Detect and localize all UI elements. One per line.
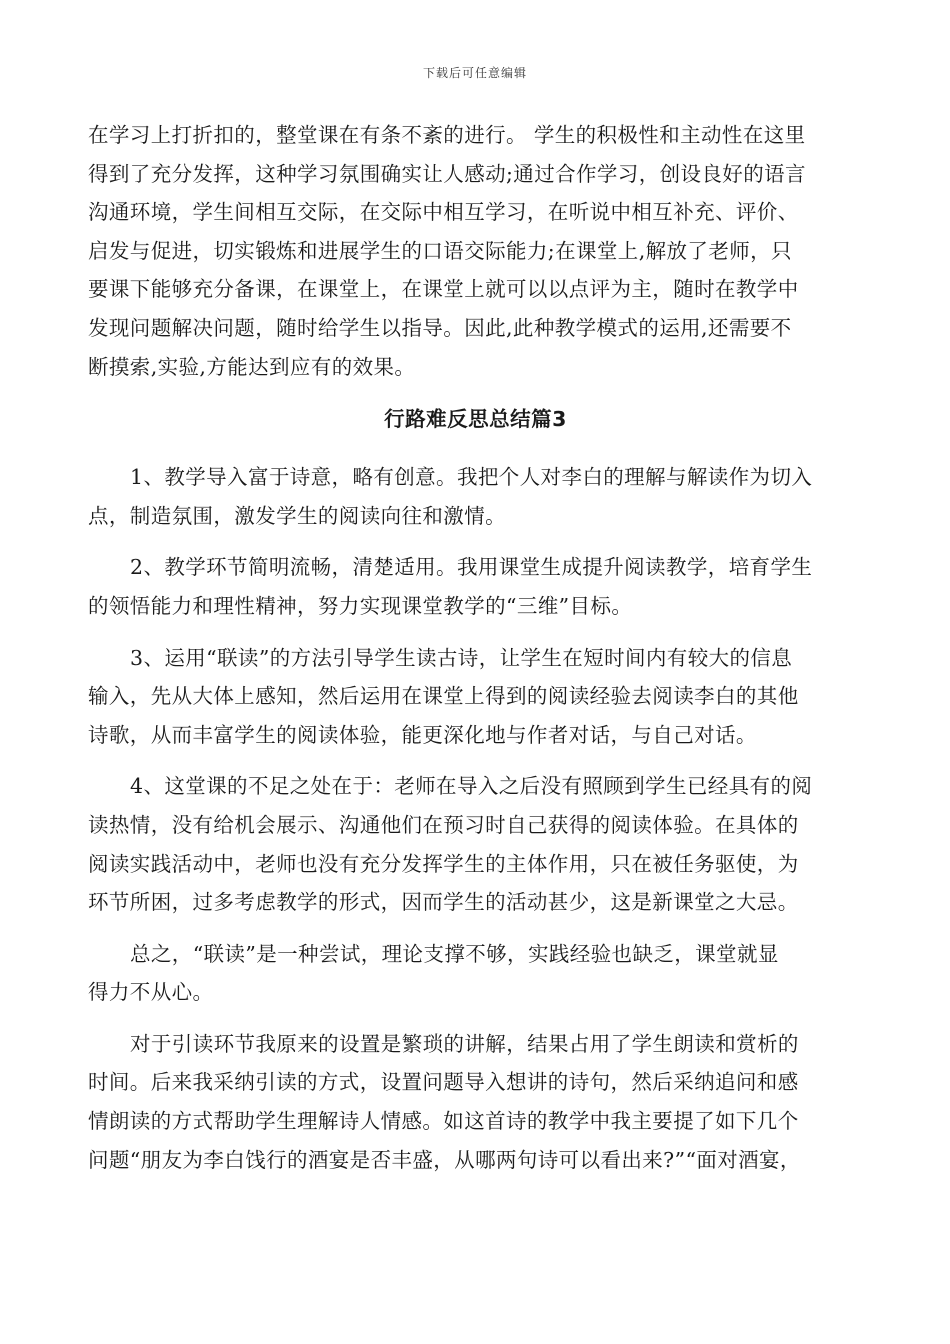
intro-paragraph bbox=[88, 116, 863, 386]
text-line: 得到了充分发挥，这种学习氛围确实让人感动;通过合作学习，创设良好的语言 bbox=[88, 161, 806, 186]
text-line: 4、这堂课的不足之处在于：老师在导入之后没有照顾到学生已经具有的阅 bbox=[130, 774, 813, 799]
text-line: 情朗读的方式帮助学生理解诗人情感。如这首诗的教学中我主要提了如下几个 bbox=[88, 1109, 799, 1134]
text-line: 问题“朋友为李白饯行的酒宴是否丰盛，从哪两句诗可以看出来?”“面对酒宴， bbox=[88, 1147, 801, 1172]
text-line: 发现问题解决问题，随时给学生以指导。因此,此种教学模式的运用,还需要不 bbox=[88, 315, 792, 340]
text-line: 断摸索,实验,方能达到应有的效果。 bbox=[88, 354, 416, 379]
text-line: 启发与促进，切实锻炼和进展学生的口语交际能力;在课堂上,解放了老师，只 bbox=[88, 238, 792, 263]
paragraph-3 bbox=[88, 639, 863, 755]
text-line: 的领悟能力和理性精神，努力实现课堂教学的“三维”目标。 bbox=[88, 593, 633, 618]
text-line: 阅读实践活动中，老师也没有充分发挥学生的主体作用，只在被任务驱使，为 bbox=[88, 851, 799, 876]
text-line: 1、教学导入富于诗意，略有创意。我把个人对李白的理解与解读作为切入 bbox=[130, 465, 813, 490]
text-line: 输入，先从大体上感知，然后运用在课堂上得到的阅读经验去阅读李白的其他 bbox=[88, 684, 799, 709]
section-title: 行路难反思总结篇3 bbox=[384, 407, 567, 432]
text-line: 点，制造氛围，激发学生的阅读向往和激情。 bbox=[88, 503, 506, 528]
text-line: 总之，“联读”是一种尝试，理论支撑不够，实践经验也缺乏，课堂就显 bbox=[130, 941, 779, 966]
text-line: 在学习上打折扣的，整堂课在有条不紊的进行。 学生的积极性和主动性在这里 bbox=[88, 123, 806, 147]
document-body bbox=[88, 116, 863, 1192]
text-line: 得力不从心。 bbox=[88, 980, 214, 1005]
text-line: 时间。后来我采纳引读的方式，设置问题导入想讲的诗句，然后采纳追问和感 bbox=[88, 1070, 799, 1095]
paragraph-4 bbox=[88, 767, 863, 921]
page-header: 下载后可任意编辑 bbox=[422, 66, 527, 80]
text-line: 环节所困，过多考虑教学的形式，因而学生的活动甚少，这是新课堂之大忌。 bbox=[88, 890, 799, 915]
text-line: 读热情，没有给机会展示、沟通他们在预习时自己获得的阅读体验。在具体的 bbox=[88, 812, 799, 837]
text-line: 对于引读环节我原来的设置是繁琐的讲解，结果占用了学生朗读和赏析的 bbox=[130, 1031, 799, 1056]
paragraph-1 bbox=[88, 458, 863, 535]
paragraph-5 bbox=[88, 935, 863, 1012]
text-line: 3、运用“联读”的方法引导学生读古诗，让学生在短时间内有较大的信息 bbox=[130, 645, 793, 670]
text-line: 2、教学环节简明流畅，清楚适用。我用课堂生成提升阅读教学，培育学生 bbox=[130, 555, 813, 580]
text-line: 沟通环境，学生间相互交际，在交际中相互学习，在听说中相互补充、评价、 bbox=[88, 200, 799, 225]
paragraph-6 bbox=[88, 1025, 863, 1179]
text-line: 诗歌，从而丰富学生的阅读体验，能更深化地与作者对话，与自己对话。 bbox=[88, 722, 757, 747]
paragraph-2 bbox=[88, 548, 863, 625]
text-line: 要课下能够充分备课，在课堂上，在课堂上就可以以点评为主，随时在教学中 bbox=[88, 277, 799, 302]
